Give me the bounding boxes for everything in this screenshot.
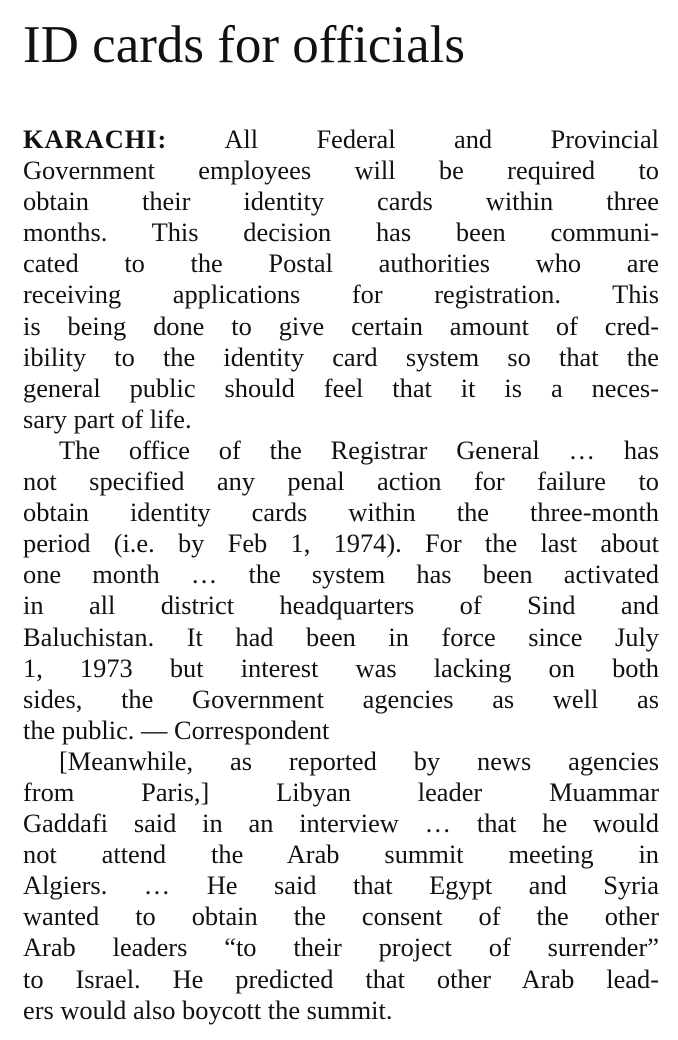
article-body	[23, 124, 659, 1026]
text-line: not attend the Arab summit meeting in	[23, 839, 659, 870]
paragraph-3	[23, 746, 659, 1026]
text-line: Algiers. … He said that Egypt and Syria	[23, 870, 659, 901]
text-line: period (i.e. by Feb 1, 1974). For the last about	[23, 528, 659, 559]
headline: ID cards for officials	[23, 16, 465, 74]
text-line: cated to the Postal authorities who are	[23, 248, 659, 279]
text-line: Baluchistan. It had been in force since July	[23, 621, 659, 652]
text-line: is being done to give certain amount of cred-	[23, 310, 659, 341]
text-line: sides, the Government agencies as well as	[23, 683, 659, 714]
text-line: Gaddafi said in an interview … that he would	[23, 808, 659, 839]
text-line: obtain their identity cards within three	[23, 186, 659, 217]
text-line: Government employees will be required to	[23, 155, 659, 186]
text-line: wanted to obtain the consent of the other	[23, 901, 659, 932]
text-line: months. This decision has been communi-	[23, 217, 659, 248]
text-line: one month … the system has been activated	[23, 559, 659, 590]
text-line	[23, 124, 659, 155]
text-line: obtain identity cards within the three-month	[23, 497, 659, 528]
text-fragment: All Federal and Provincial	[167, 124, 659, 154]
text-line: sary part of life.	[23, 403, 192, 434]
text-line: Arab leaders “to their project of surrender”	[23, 932, 659, 963]
text-line: 1, 1973 but interest was lacking on both	[23, 652, 659, 683]
paragraph-1	[23, 124, 659, 435]
text-line: [Meanwhile, as reported by news agencies	[59, 745, 659, 776]
text-line: ibility to the identity card system so that the	[23, 341, 659, 372]
text-line: from Paris,] Libyan leader Muammar	[23, 776, 659, 807]
text-line: ers would also boycott the summit.	[23, 994, 393, 1025]
text-line: the public. — Correspondent	[23, 714, 330, 745]
paragraph-2	[23, 435, 659, 746]
text-line: to Israel. He predicted that other Arab lead-	[23, 963, 659, 994]
dateline: KARACHI:	[23, 124, 168, 154]
text-line: in all district headquarters of Sind and	[23, 590, 659, 621]
text-line: receiving applications for registration. This	[23, 279, 659, 310]
news-article	[23, 10, 659, 1026]
text-line: general public should feel that it is a neces-	[23, 372, 659, 403]
text-line: not specified any penal action for failure to	[23, 466, 659, 497]
text-line: The office of the Registrar General … has	[59, 434, 659, 465]
